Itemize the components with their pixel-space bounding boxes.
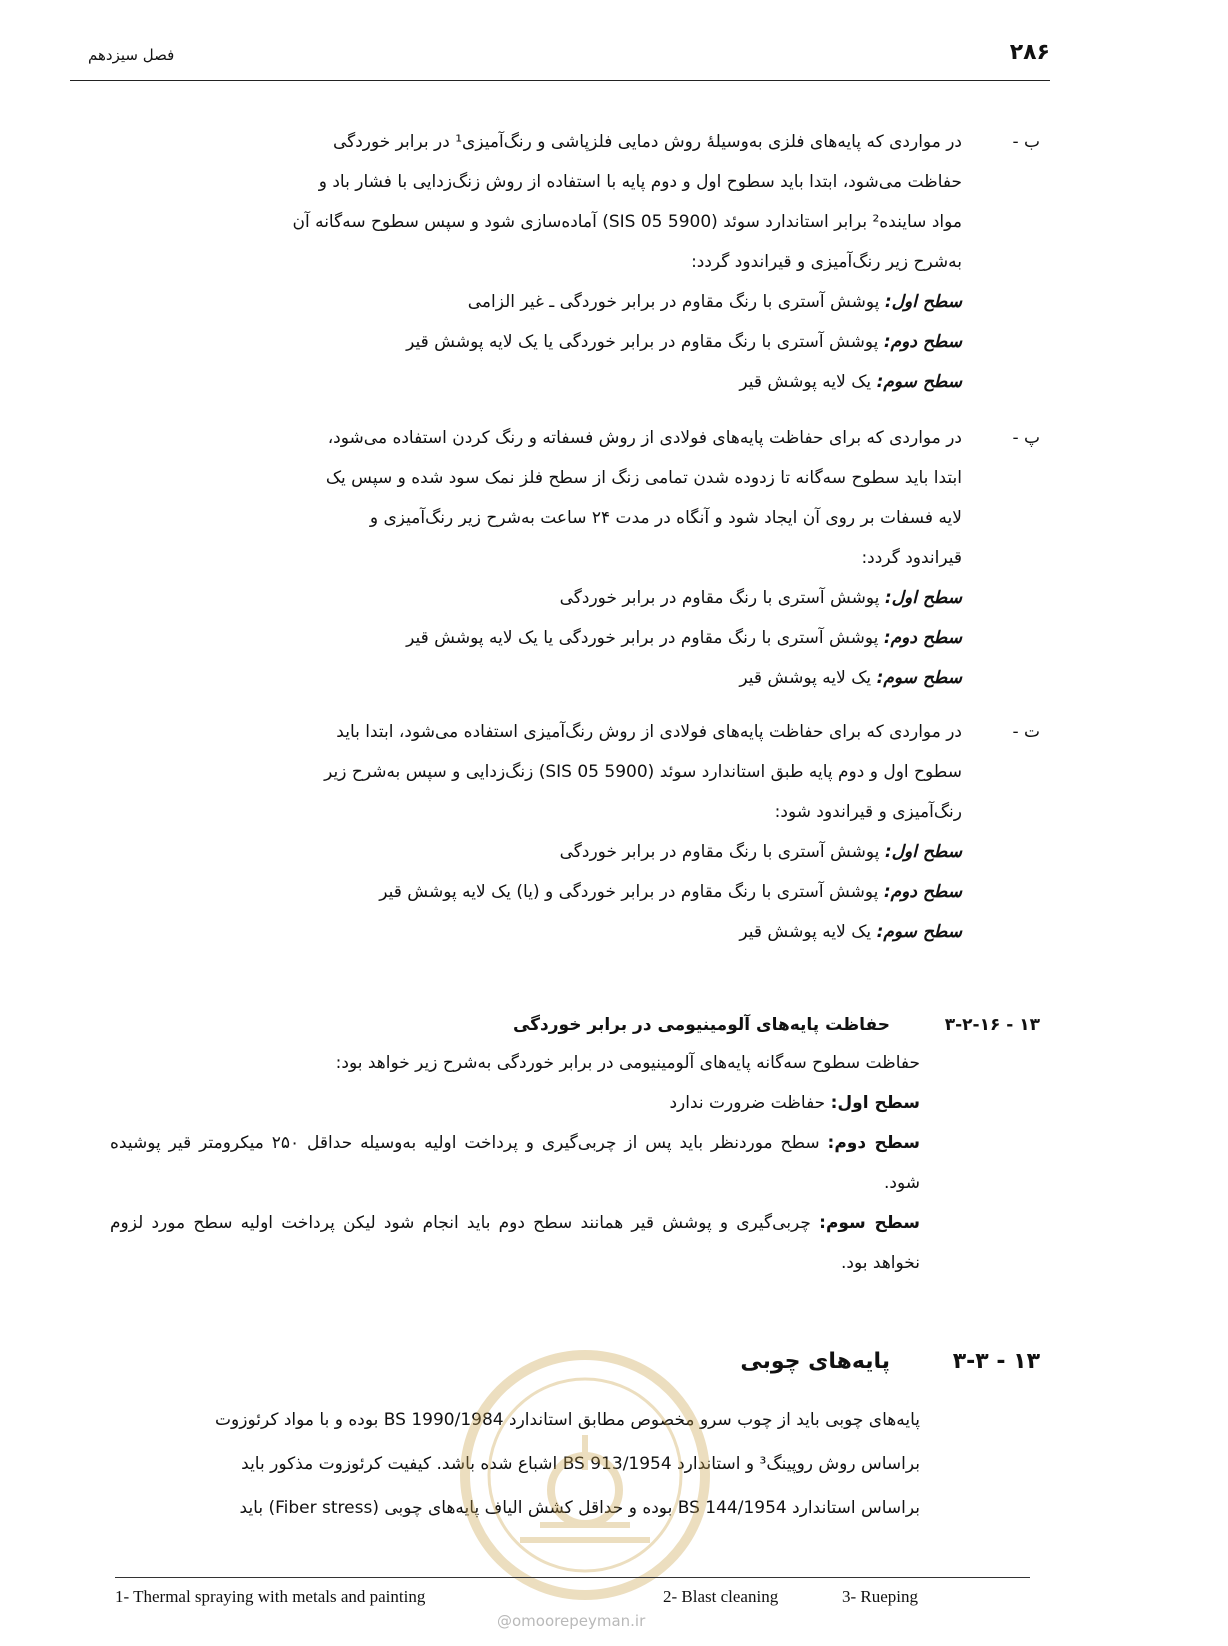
page-number: ۲۸۶ [1009,40,1050,65]
level-text: پوشش آستری با رنگ مقاوم در برابر خوردگی ـ غیر الزامی [467,292,880,312]
paragraph-line: لایه فسفات بر روی آن ایجاد شود و آنگاه در مدت ۲۴ ساعت به‌شرح زیر رنگ‌آمیزی و [369,508,962,528]
paragraph-line: در مواردی که برای حفاظت پایه‌های فولادی از روش رنگ‌آمیزی استفاده می‌شود، ابتدا باید [336,722,962,742]
section-wood-heading [95,1342,1040,1386]
level-text: پوشش آستری با رنگ مقاوم در برابر خوردگی [559,588,880,608]
page-header [70,40,1050,74]
level-text: سطح موردنظر باید پس از چربی‌گیری و پرداخت اولیه به‌وسیله حداقل ۲۵۰ میکرومتر قیر پوشیده شود. [110,1133,920,1193]
section-title: پایه‌های چوبی [740,1349,890,1374]
item-body [112,712,962,952]
level-second [112,872,962,912]
paragraph-line: براساس استاندارد BS 144/1954 بوده و حداقل کشش الیاف پایه‌های چوبی (Fiber stress) باید [239,1498,920,1518]
level-first [112,282,962,322]
footnote-rule [115,1577,1030,1578]
paragraph-line: مواد ساینده² برابر استاندارد سوئد (SIS 05 5900) آماده‌سازی شود و سپس سطوح سه‌گانه آن [292,212,962,232]
level-label: سطح دوم: [827,1133,921,1153]
level-label: سطح سوم: [876,668,962,688]
header-rule [70,80,1050,81]
level-second [112,618,962,658]
paragraph-line: براساس روش روپینگ³ و استاندارد BS 913/1954 اشباع شده باشد. کیفیت کرئوزوت مذکور باید [241,1454,920,1474]
section-intro: حفاظت سطوح سه‌گانه پایه‌های آلومینیومی در برابر خوردگی به‌شرح زیر خواهد بود: [335,1053,920,1073]
level-first [112,832,962,872]
level-label: سطح سوم: [876,922,962,942]
section-aluminum-body [110,1043,920,1283]
level-label: سطح سوم: [819,1213,921,1233]
section-wood-body [110,1398,920,1530]
level-label: سطح اول: [884,588,962,608]
item-letter: پ - [1012,428,1040,448]
level-first [110,1083,920,1123]
level-second [112,322,962,362]
footnote-3: 3- Rueping [842,1587,919,1606]
level-text: یک لایه پوشش قیر [739,668,872,688]
section-aluminum-heading [95,1005,1040,1045]
footnote-1: 1- Thermal spraying with metals and painting [115,1587,426,1606]
level-label: سطح اول: [884,842,962,862]
paragraph-line: رنگ‌آمیزی و قیراندود شود: [774,802,962,822]
paragraph-line: قیراندود گردد: [861,548,962,568]
level-third [112,362,962,402]
paragraph-line: به‌شرح زیر رنگ‌آمیزی و قیراندود گردد: [691,252,962,272]
paragraph-line: پایه‌های چوبی باید از چوب سرو مخصوص مطابق استاندارد BS 1990/1984 بوده و با مواد کرئوزوت [215,1410,920,1430]
footnote-2: 2- Blast cleaning [663,1587,779,1606]
level-third [112,912,962,952]
item-p [95,418,1040,708]
level-third [112,658,962,698]
item-body [112,122,962,402]
level-label: سطح اول: [830,1093,920,1113]
level-text: یک لایه پوشش قیر [739,922,872,942]
level-first [112,578,962,618]
level-text: پوشش آستری با رنگ مقاوم در برابر خوردگی [559,842,880,862]
watermark-text: @omoorepeyman.ir [497,1612,646,1630]
paragraph-line: در مواردی که برای حفاظت پایه‌های فولادی از روش فسفاته و رنگ کردن استفاده می‌شود، [327,428,962,448]
level-second [110,1123,920,1203]
paragraph-line: سطوح اول و دوم پایه طبق استاندارد سوئد (SIS 05 5900) زنگ‌زدایی و سپس به‌شرح زیر [324,762,962,782]
level-text: پوشش آستری با رنگ مقاوم در برابر خوردگی یا یک لایه پوشش قیر [406,332,879,352]
paragraph-line: حفاظت می‌شود، ابتدا باید سطوح اول و دوم پایه با استفاده از روش زنگ‌زدایی با فشار باد و [318,172,962,192]
item-body [112,418,962,698]
item-b [95,122,1040,412]
section-number: ۱۳ - ۳-۳ [952,1349,1040,1374]
item-letter: ت - [1012,722,1040,742]
level-label: سطح اول: [884,292,962,312]
level-label: سطح دوم: [883,628,962,648]
item-letter: ب - [1012,132,1040,152]
level-text: چربی‌گیری و پوشش قیر همانند سطح دوم باید انجام شود لیکن پرداخت اولیه سطح مورد لزوم نخواهد بود. [110,1213,920,1273]
chapter-title: فصل سیزدهم [88,46,175,64]
paragraph-line: ابتدا باید سطوح سه‌گانه تا زدوده شدن تمامی زنگ از سطح فلز نمک سود شده و سپس یک [325,468,962,488]
section-number: ۱۳ - ۳-۲-۱۶ [944,1015,1040,1035]
level-label: سطح سوم: [876,372,962,392]
item-t [95,712,1040,952]
footnotes [115,1587,1030,1613]
paragraph-line: در مواردی که پایه‌های فلزی به‌وسیلهٔ روش دمایی فلزپاشی و رنگ‌آمیزی¹ در برابر خوردگی [332,132,962,152]
level-label: سطح دوم: [883,882,962,902]
level-label: سطح دوم: [883,332,962,352]
level-text: پوشش آستری با رنگ مقاوم در برابر خوردگی و (یا) یک لایه پوشش قیر [379,882,879,902]
level-text: پوشش آستری با رنگ مقاوم در برابر خوردگی یا یک لایه پوشش قیر [406,628,879,648]
section-title: حفاظت پایه‌های آلومینیومی در برابر خوردگی [512,1015,890,1035]
level-text: یک لایه پوشش قیر [739,372,872,392]
level-third [110,1203,920,1283]
level-text: حفاظت ضرورت ندارد [669,1093,826,1113]
